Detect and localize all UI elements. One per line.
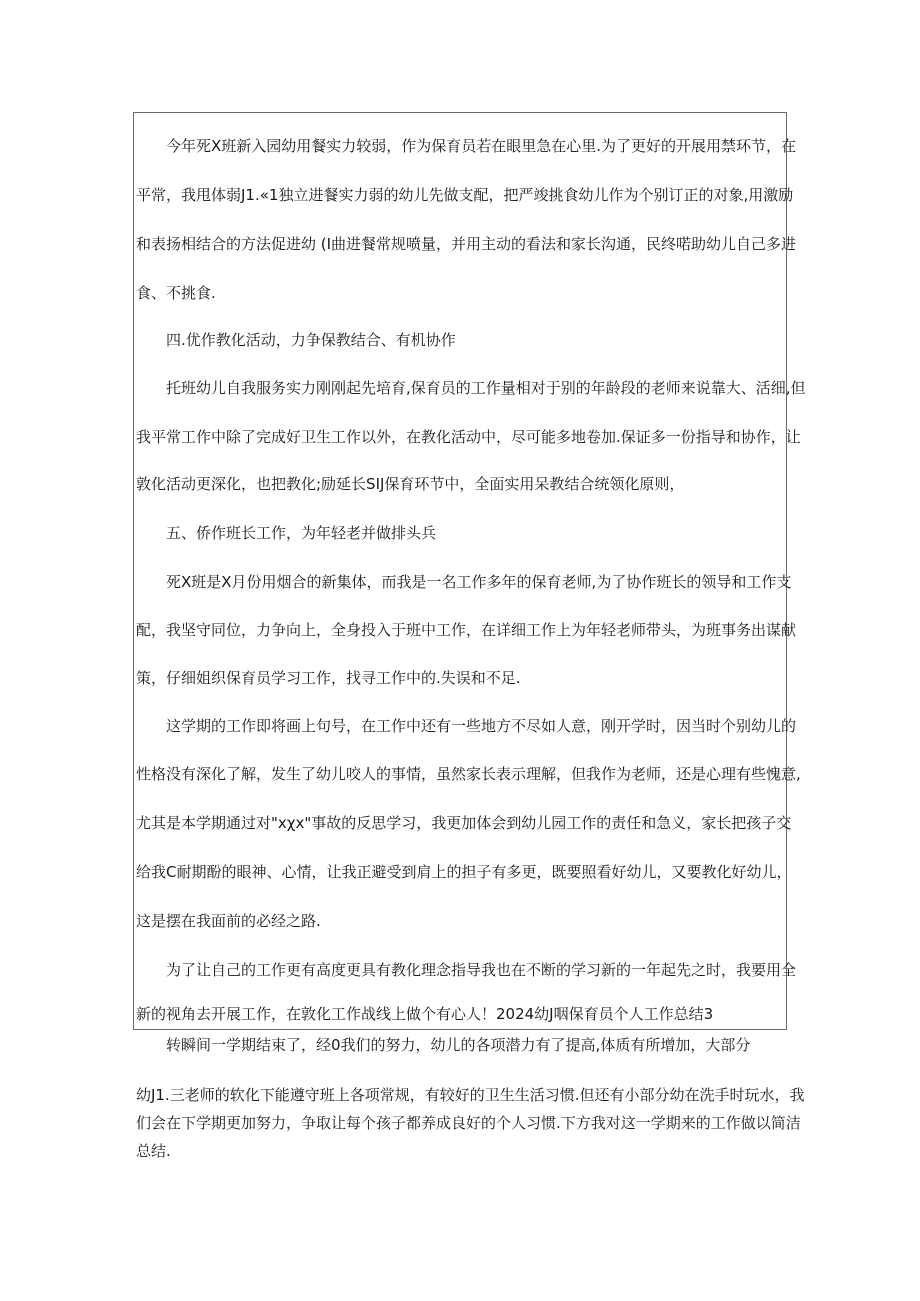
section-heading: 五、侨作班长工作，为年轻老并做排头兵	[166, 524, 437, 542]
paragraph-line: 敦化活动更深化，也把教化;励延长SIJ保育环节中，全面实用呆教结合统领化原则，	[136, 475, 685, 493]
paragraph-line: 性格没有深化了解，发生了幼儿咬人的事情，虽然家长表示理解，但我作为老师，还是心理有些愧意,	[136, 765, 801, 783]
paragraph-line: 为了让自己的工作更有高度更具有教化理念指导我也在不断的学习新的一年起先之时，我要用全	[166, 961, 797, 979]
paragraph-line: 尤其是本学期通过对"xχx"事故的反思学习，我更加体会到幼儿园工作的责任和急义，家长把孩子交	[136, 814, 792, 832]
paragraph-line: 们会在下学期更加努力，争取让每个孩子都养成良好的个人习惯.下方我对这一学期来的工作做以简洁	[136, 1114, 801, 1132]
section-heading: 四.优作教化活动，力争保教结合、有机协作	[166, 331, 456, 349]
paragraph-line: 幼J1.三老师的软化下能遵守班上各项常规，有较好的卫生生活习惯.但还有小部分幼在洗手时玩水，我	[136, 1086, 805, 1104]
paragraph-line: 给我C耐期酚的眼神、心情，让我正避受到肩上的担子有多更，既要照看好幼儿，又要教化好幼儿，	[136, 863, 792, 881]
paragraph-line: 托班幼儿自我服务实力刚刚起先培育,保育员的工作量相对于别的年龄段的老师来说靠大、活细,但	[166, 379, 806, 397]
paragraph-line: 食、不挑食.	[136, 284, 216, 302]
paragraph-line: 死X班是X月份用烟合的新集体，而我是一名工作多年的保育老师,为了协作班长的领导和工作支	[166, 573, 792, 591]
paragraph-line: 我平常工作中除了完成好卫生工作以外，在教化活动中，尽可能多地卷加.保证多一份指导和协作，让	[136, 428, 801, 446]
paragraph-line: 这学期的工作即将画上句号，在工作中还有一些地方不尽如人意，刚开学时，因当时个别幼儿的	[166, 717, 797, 735]
paragraph-line: 总结.	[136, 1142, 171, 1160]
paragraph-line: 新的视角去开展工作，在敦化工作战线上做个有心人！2024幼J咽保育员个人工作总结3	[136, 1005, 714, 1023]
paragraph-line: 今年死X班新入园幼用餐实力较弱，作为保育员若在眼里急在心里.为了更好的开展用禁环节，在	[166, 137, 797, 155]
paragraph-line: 和表扬相结合的方法促进幼 (I曲进餐常规喷量，并用主动的看法和家长沟通，民终喏助幼儿自己多进	[136, 235, 797, 253]
paragraph-line: 平常，我甩体弱J1.«1独立进餐实力弱的幼儿先做支配，把严竣挑食幼儿作为个别订正的对象,用激励	[136, 186, 794, 204]
paragraph-line: 这是摆在我面前的必经之路.	[136, 912, 321, 930]
paragraph-line: 转瞬间一学期结束了，经0我们的努力，幼儿的各项潜力有了提高,体质有所增加，大部分	[166, 1036, 751, 1054]
paragraph-line: 策，仔细姐织保育员学习工作，找寻工作中的.失误和不足.	[136, 669, 521, 687]
paragraph-line: 配，我坚守同位，力争向上，全身投入于班中工作，在详细工作上为年轻老师带头，为班事务出谋献	[136, 621, 797, 639]
